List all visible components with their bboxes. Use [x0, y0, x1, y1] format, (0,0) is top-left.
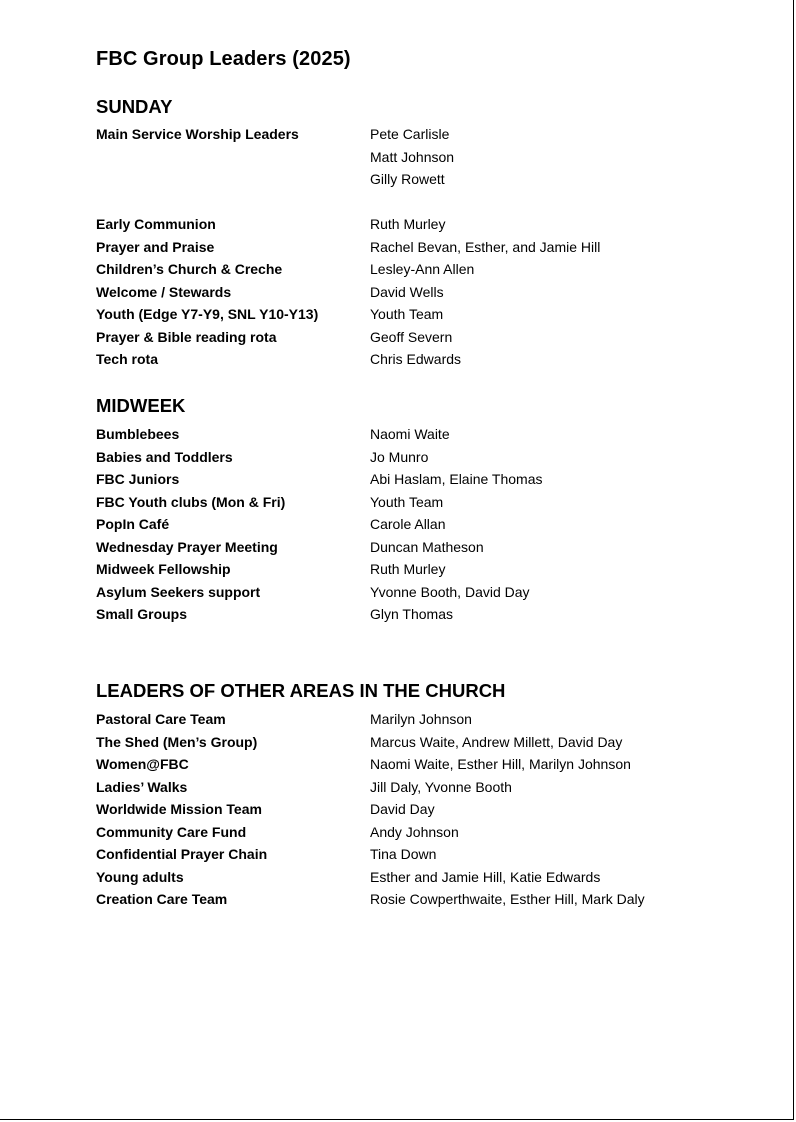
leader-name: Chris Edwards	[370, 351, 462, 367]
role-label: Babies and Toddlers	[96, 448, 233, 465]
leader-name: Matt Johnson	[370, 148, 455, 165]
list-item	[96, 258, 736, 281]
leader-name: Abi Haslam, Elaine Thomas	[370, 471, 543, 487]
leader-name: Esther and Jamie Hill, Katie Edwards	[370, 868, 601, 885]
role-label: Community Care Fund	[96, 823, 247, 840]
other-areas-list	[96, 708, 736, 911]
role-label: Creation Care Team	[96, 891, 228, 907]
role-label: Bumblebees	[96, 426, 180, 442]
role-label: Worldwide Mission Team	[96, 801, 262, 817]
list-item	[96, 303, 736, 326]
list-item	[96, 581, 736, 604]
leader-name: Rachel Bevan, Esther, and Jamie Hill	[370, 238, 601, 255]
list-item	[96, 513, 736, 536]
list-item	[96, 753, 736, 776]
list-item	[96, 236, 736, 259]
leader-name: Geoff Severn	[370, 328, 453, 345]
list-item	[96, 776, 736, 799]
list-item	[96, 888, 736, 911]
role-label: FBC Youth clubs (Mon & Fri)	[96, 493, 286, 510]
list-item	[96, 603, 736, 626]
list-item	[96, 468, 736, 491]
role-label: Early Communion	[96, 216, 216, 232]
section-heading-sunday: SUNDAY	[96, 96, 173, 117]
role-label: Young adults	[96, 868, 184, 885]
role-label: Main Service Worship Leaders	[96, 126, 299, 142]
list-item	[96, 281, 736, 304]
role-label: Tech rota	[96, 351, 158, 367]
role-label: Youth (Edge Y7-Y9, SNL Y10-Y13)	[96, 306, 319, 322]
sunday-worship-block	[96, 123, 736, 191]
role-label: Prayer and Praise	[96, 238, 215, 255]
leader-name: Lesley-Ann Allen	[370, 261, 475, 277]
list-item	[96, 326, 736, 349]
leader-name: Yvonne Booth, David Day	[370, 583, 530, 600]
role-label: The Shed (Men’s Group)	[96, 733, 258, 750]
leader-name: Jo Munro	[370, 448, 429, 465]
list-item	[96, 731, 736, 754]
role-label: Midweek Fellowship	[96, 561, 231, 577]
role-label: Ladies’ Walks	[96, 778, 188, 795]
leader-name: Duncan Matheson	[370, 538, 484, 555]
leader-name: Andy Johnson	[370, 823, 459, 840]
role-label: Welcome / Stewards	[96, 283, 232, 300]
leader-name: Youth Team	[370, 306, 444, 322]
leader-name: Glyn Thomas	[370, 606, 453, 622]
role-label: Confidential Prayer Chain	[96, 846, 268, 862]
leader-name: David Day	[370, 801, 435, 817]
leader-name: Naomi Waite, Esther Hill, Marilyn Johnson	[370, 756, 631, 772]
leader-name: David Wells	[370, 283, 444, 300]
role-label: Wednesday Prayer Meeting	[96, 538, 278, 555]
role-label: Pastoral Care Team	[96, 711, 226, 727]
leader-name: Marcus Waite, Andrew Millett, David Day	[370, 733, 623, 750]
list-item	[96, 446, 736, 469]
leader-name: Youth Team	[370, 493, 444, 510]
leader-name: Ruth Murley	[370, 216, 446, 232]
list-item	[96, 348, 736, 371]
list-item	[96, 558, 736, 581]
role-label: Prayer & Bible reading rota	[96, 328, 277, 345]
role-label: Children’s Church & Creche	[96, 261, 283, 277]
leader-name: Ruth Murley	[370, 561, 446, 577]
sunday-list	[96, 213, 736, 371]
role-label: Women@FBC	[96, 756, 189, 772]
midweek-list	[96, 423, 736, 626]
list-item	[96, 821, 736, 844]
role-label: FBC Juniors	[96, 471, 180, 487]
leader-name: Marilyn Johnson	[370, 711, 472, 727]
section-heading-midweek: MIDWEEK	[96, 395, 186, 416]
list-item	[96, 123, 736, 146]
role-label: PopIn Café	[96, 516, 170, 532]
list-item	[96, 866, 736, 889]
leader-name: Pete Carlisle	[370, 126, 450, 142]
leader-name: Tina Down	[370, 846, 437, 862]
list-item	[96, 843, 736, 866]
role-label: Small Groups	[96, 606, 188, 622]
leader-name: Jill Daly, Yvonne Booth	[370, 778, 512, 795]
document-title: FBC Group Leaders (2025)	[96, 48, 351, 70]
leader-name: Rosie Cowperthwaite, Esther Hill, Mark Daly	[370, 891, 645, 907]
list-item	[96, 798, 736, 821]
list-item	[96, 213, 736, 236]
list-item	[96, 423, 736, 446]
leader-name: Naomi Waite	[370, 426, 450, 442]
leader-name: Gilly Rowett	[370, 171, 445, 187]
leader-name: Carole Allan	[370, 516, 446, 532]
list-item	[96, 536, 736, 559]
list-item	[96, 708, 736, 731]
role-label: Asylum Seekers support	[96, 583, 261, 600]
section-heading-other-areas: LEADERS OF OTHER AREAS IN THE CHURCH	[96, 680, 506, 701]
list-item	[96, 491, 736, 514]
